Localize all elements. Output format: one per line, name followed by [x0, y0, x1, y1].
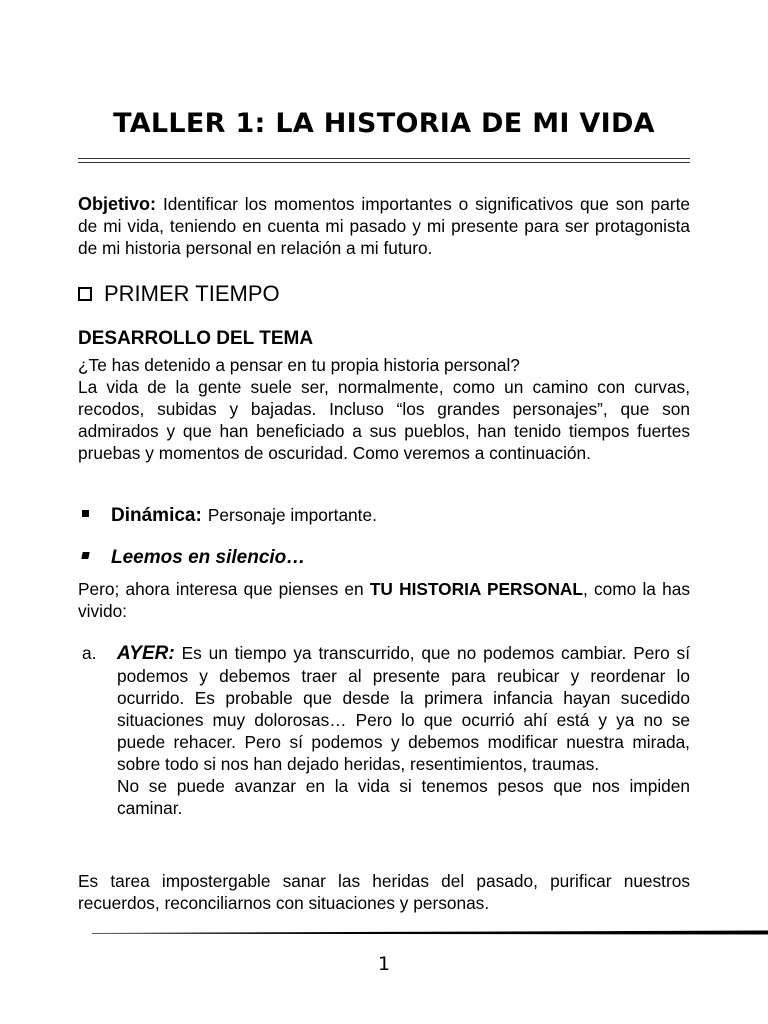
dynamic-bullet — [78, 505, 690, 527]
closing-paragraph: Es tarea impostergable sanar las heridas del pasado, purificar nuestros recuerdos, reconciliarnos con situaciones y personas. — [78, 871, 690, 913]
personal-text-after: , como la has vivido: — [78, 579, 690, 621]
subheading: DESARROLLO DEL TEMA — [78, 328, 314, 349]
dynamic-label: Dinámica: — [111, 505, 202, 526]
personal-emphasis: TU HISTORIA PERSONAL — [369, 579, 583, 599]
dynamic-text: Personaje importante. — [207, 505, 377, 525]
title-divider-bottom — [78, 162, 690, 163]
square-bullet-icon — [81, 552, 89, 559]
square-bullet-icon — [82, 510, 89, 517]
page-title: TALLER 1: LA HISTORIA DE MI VIDA — [113, 108, 655, 139]
ayer-paragraph-2: No se puede avanzar en la vida si tenemos pesos que nos impiden caminar. — [117, 776, 690, 818]
intro-paragraph: La vida de la gente suele ser, normalmente, como un camino con curvas, recodos, subidas y bajadas. Incluso “los grandes personajes”, que son admirados y que han beneficiado a sus pueblos, han tenido tiempos fuertes pruebas y momentos de oscuridad. Como veremos a continuación. — [78, 377, 690, 463]
reading-bullet — [78, 547, 690, 569]
ayer-paragraph — [117, 642, 690, 775]
reading-heading: Leemos en silencio… — [111, 547, 306, 568]
personal-text-before: Pero; ahora interesa que pienses en — [78, 579, 364, 599]
list-item-body — [117, 642, 690, 819]
section-heading — [78, 281, 280, 307]
section-heading-text: PRIMER TIEMPO — [104, 281, 280, 306]
objective-label: Objetivo: — [78, 194, 157, 214]
page-number: 1 — [377, 953, 391, 975]
objective-paragraph — [78, 193, 690, 259]
checkbox-icon — [78, 287, 92, 301]
list-item-ayer — [82, 642, 690, 819]
list-item-letter: a. — [82, 643, 97, 663]
title-divider-top — [78, 158, 690, 159]
objective-text: Identificar los momentos importantes o significativos que son parte de mi vida, teniendo en cuenta mi pasado y mi presente para ser protagonista de mi historia personal en relación a mi futuro. — [78, 194, 690, 258]
intro-question: ¿Te has detenido a pensar en tu propia historia personal? — [78, 355, 520, 375]
ayer-label: AYER: — [117, 643, 175, 664]
footer-divider — [92, 930, 768, 935]
personal-paragraph — [78, 578, 690, 622]
ayer-text: Es un tiempo ya transcurrido, que no podemos cambiar. Pero sí podemos y debemos traer al presente para reubicar y reordenar lo ocurrido. Es probable que desde la primera infancia hayan sucedido situaciones muy dolorosas… Pero lo que ocurrió ahí está y ya no se puede rehacer. Pero sí podemos y debemos modificar nuestra mirada, sobre todo si nos han dejado heridas, resentimientos, traumas. — [117, 643, 690, 774]
